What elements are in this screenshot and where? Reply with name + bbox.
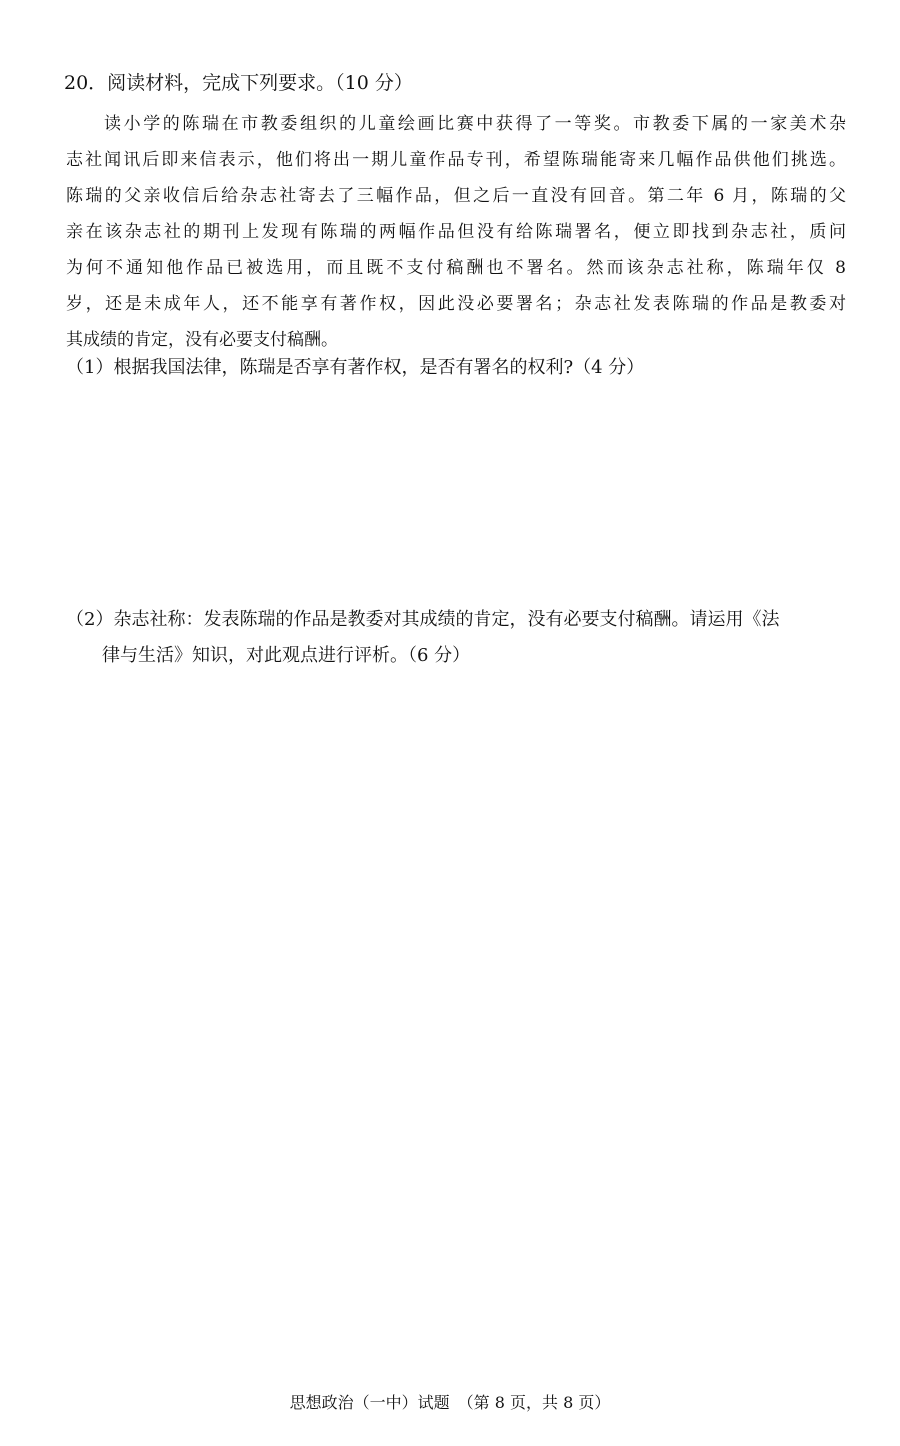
material-line: 读小学的陈瑞在市教委组织的儿童绘画比赛中获得了一等奖。市教委下属的一家美术杂: [104, 114, 846, 134]
material-line: 为何不通知他作品已被选用，而且既不支付稿酬也不署名。然而该杂志社称，陈瑞年仅 8: [66, 258, 846, 278]
sub-question-2-line: （2）杂志社称：发表陈瑞的作品是教委对其成绩的肯定，没有必要支付稿酬。请运用《法: [66, 609, 780, 630]
question-title: 20．阅读材料，完成下列要求。（10 分）: [64, 72, 413, 94]
page-footer: 思想政治（一中）试题 （第 8 页，共 8 页）: [289, 1393, 611, 1412]
material-line: 其成绩的肯定，没有必要支付稿酬。: [66, 330, 338, 350]
material-line: 岁，还是未成年人，还不能享有著作权，因此没必要署名；杂志社发表陈瑞的作品是教委对: [66, 294, 846, 314]
sub-question-1: （1）根据我国法律，陈瑞是否享有著作权，是否有署名的权利?（4 分）: [66, 357, 645, 378]
material-line: 志社闻讯后即来信表示，他们将出一期儿童作品专刊，希望陈瑞能寄来几幅作品供他们挑选。: [66, 150, 846, 170]
material-line: 亲在该杂志社的期刊上发现有陈瑞的两幅作品但没有给陈瑞署名，便立即找到杂志社，质问: [66, 222, 846, 242]
material-line: 陈瑞的父亲收信后给杂志社寄去了三幅作品，但之后一直没有回音。第二年 6 月，陈瑞的父: [66, 186, 846, 206]
sub-question-2: [66, 602, 846, 674]
sub-question-2-line: 律与生活》知识，对此观点进行评析。（6 分）: [102, 645, 471, 666]
reading-material: [66, 106, 846, 358]
